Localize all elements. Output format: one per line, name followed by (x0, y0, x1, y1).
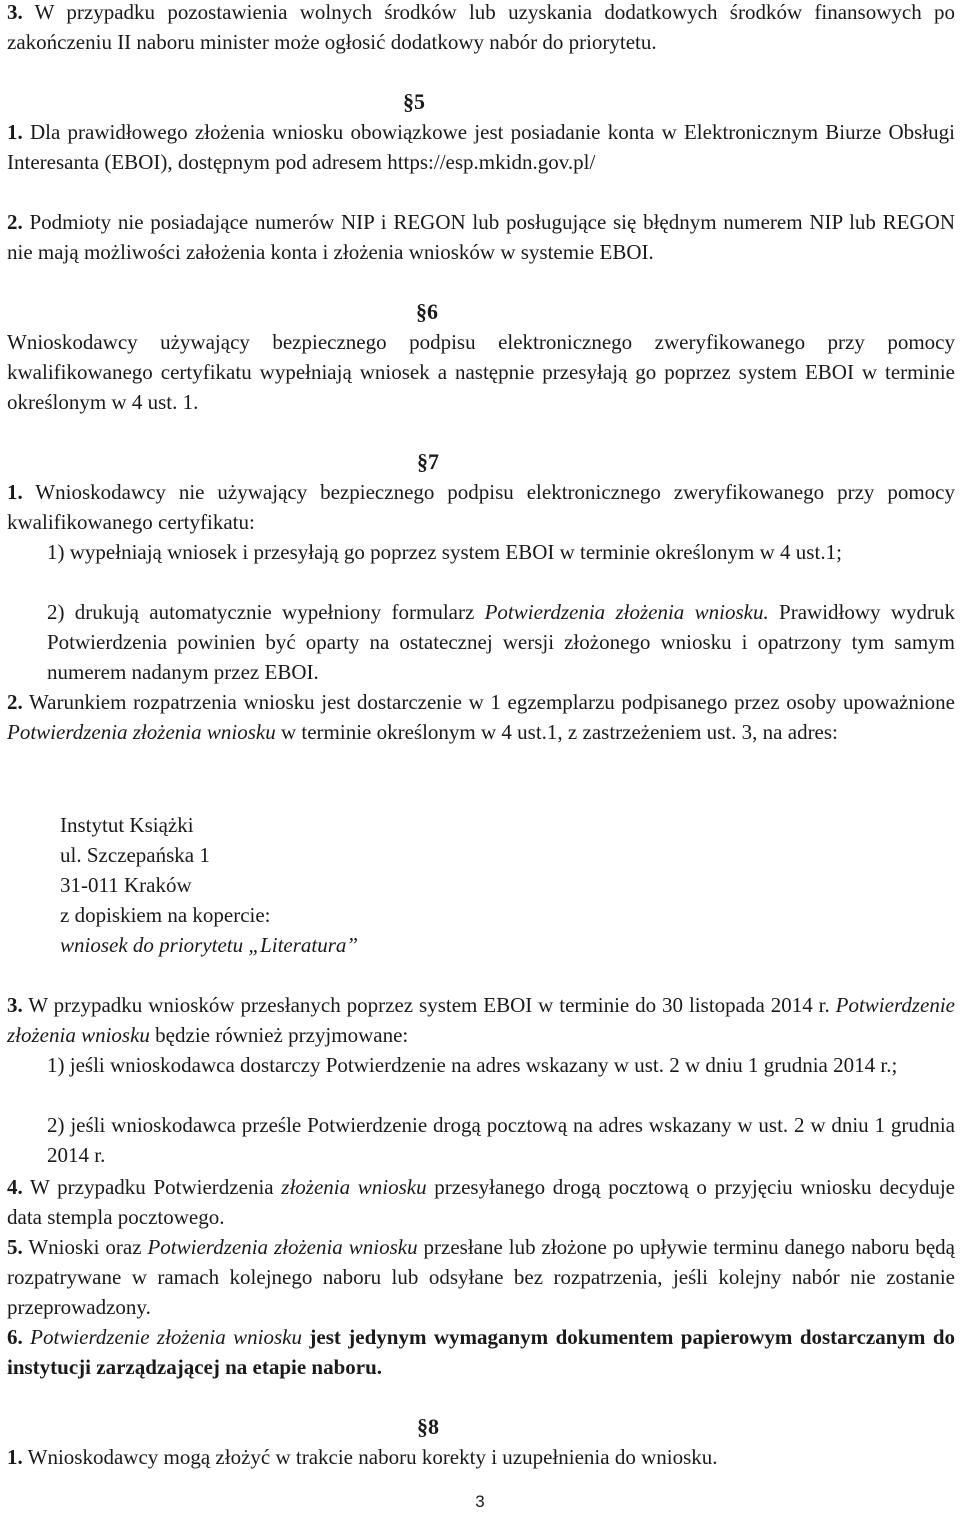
point-number: 3. (7, 0, 23, 24)
point-number: 1. (7, 120, 23, 144)
point-text: Wnioskodawcy mogą złożyć w trakcie naboru korekty i uzupełnienia do wniosku. (27, 1445, 718, 1469)
point-text: Podmioty nie posiadające numerów NIP i REGON lub posługujące się błędnym numerem NIP lub REGON nie mają możliwości założenia konta i złożenia wniosków w systemie EBOI. (7, 210, 955, 264)
address-line-5: wniosek do priorytetu „Literatura” (60, 933, 359, 957)
point-number: 1. (7, 480, 23, 504)
s7-point-2: 2. Warunkiem rozpatrzenia wniosku jest dostarczenie w 1 egzemplarzu podpisanego przez osoby upoważnione Potwierdzenia złożenia wniosku w terminie określonym w 4 ust.1, z zastrzeżeniem ust. 3, na adres: (7, 690, 955, 744)
point-number: 1. (7, 1445, 23, 1469)
s7-point-1-item-2: 2) drukują automatycznie wypełniony formularz Potwierdzenia złożenia wniosku. Prawidłowy wydruk Potwierdzenia powinien być oparty na ostatecznej wersji złożonego wniosku i opatrzony tym samym numerem nadanym przez EBOI. (47, 600, 956, 684)
section-heading-6: §6 (416, 299, 438, 324)
point-number: 5. (7, 1235, 23, 1259)
s7-point-3-item-2: 2) jeśli wnioskodawca prześle Potwierdzenie drogą pocztową na adres wskazany w ust. 2 w dniu 1 grudnia 2014 r. (47, 1113, 955, 1167)
point-number: 2. (7, 210, 23, 234)
section-heading-5: §5 (403, 89, 425, 114)
s7-point-3: 3. W przypadku wniosków przesłanych poprzez system EBOI w terminie do 30 listopada 2014 r. Potwierdzenie złożenia wniosku będzie również przyjmowane: (7, 993, 955, 1047)
s8-point-1 (7, 1442, 955, 1472)
point-number: 6. (7, 1325, 23, 1349)
section-sign-icon: § (417, 449, 428, 474)
point-number: 4. (7, 1175, 23, 1199)
s5-point-2 (7, 207, 955, 267)
address-line-3: 31-011 Kraków (60, 873, 192, 897)
section-sign-icon: § (417, 1414, 428, 1439)
s6-text: Wnioskodawcy używający bezpiecznego podpisu elektronicznego zweryfikowanego przy pomocy kwalifikowanego certyfikatu wypełniają wniosek a następnie przesyłają go poprzez system EBOI w terminie określonym w 4 ust. 1. (7, 330, 955, 414)
s4-point-3 (7, 0, 955, 57)
section-heading-8: §8 (417, 1414, 439, 1439)
s7-point-6: 6. Potwierdzenie złożenia wniosku jest jedynym wymaganym dokumentem papierowym dostarczanym do instytucji zarządzającej na etapie naboru. (7, 1325, 955, 1379)
point-number: 2. (7, 690, 23, 714)
s7-point-3-item-1: 1) jeśli wnioskodawca dostarczy Potwierdzenie na adres wskazany w ust. 2 w dniu 1 grudnia 2014 r.; (47, 1053, 898, 1077)
address-line-2: ul. Szczepańska 1 (60, 843, 210, 867)
address-line-4: z dopiskiem na kopercie: (60, 903, 271, 927)
point-number: 3. (7, 993, 23, 1017)
section-heading-7: §7 (417, 449, 439, 474)
s7-point-4: 4. W przypadku Potwierdzenia złożenia wniosku przesyłanego drogą pocztową o przyjęciu wniosku decyduje data stempla pocztowego. (7, 1175, 955, 1229)
address-line-1: Instytut Książki (60, 813, 194, 837)
point-text: Wnioskodawcy nie używający bezpiecznego podpisu elektronicznego zweryfikowanego przy pomocy kwalifikowanego certyfikatu: (7, 480, 955, 534)
page-number: 3 (475, 1492, 485, 1511)
section-sign-icon: § (416, 299, 427, 324)
s7-point-1-item-1: 1) wypełniają wniosek i przesyłają go poprzez system EBOI w terminie określonym w 4 ust.1; (47, 540, 842, 564)
s7-point-5: 5. Wnioski oraz Potwierdzenia złożenia wniosku przesłane lub złożone po upływie terminu danego naboru będą rozpatrywane w ramach kolejnego naboru lub odsyłane bez rozpatrzenia, jeśli kolejny nabór nie zostanie przeprowadzony. (7, 1235, 955, 1319)
point-text: W przypadku pozostawienia wolnych środków lub uzyskania dodatkowych środków finansowych po zakończeniu II naboru minister może ogłosić dodatkowy nabór do priorytetu. (7, 0, 956, 54)
s7-point-1 (7, 477, 955, 537)
point-text: Dla prawidłowego złożenia wniosku obowiązkowe jest posiadanie konta w Elektronicznym Biurze Obsługi Interesanta (EBOI), dostępnym pod adresem https://esp.mkidn.gov.pl/ (7, 120, 956, 174)
s5-point-1 (7, 117, 955, 177)
section-sign-icon: § (403, 89, 414, 114)
